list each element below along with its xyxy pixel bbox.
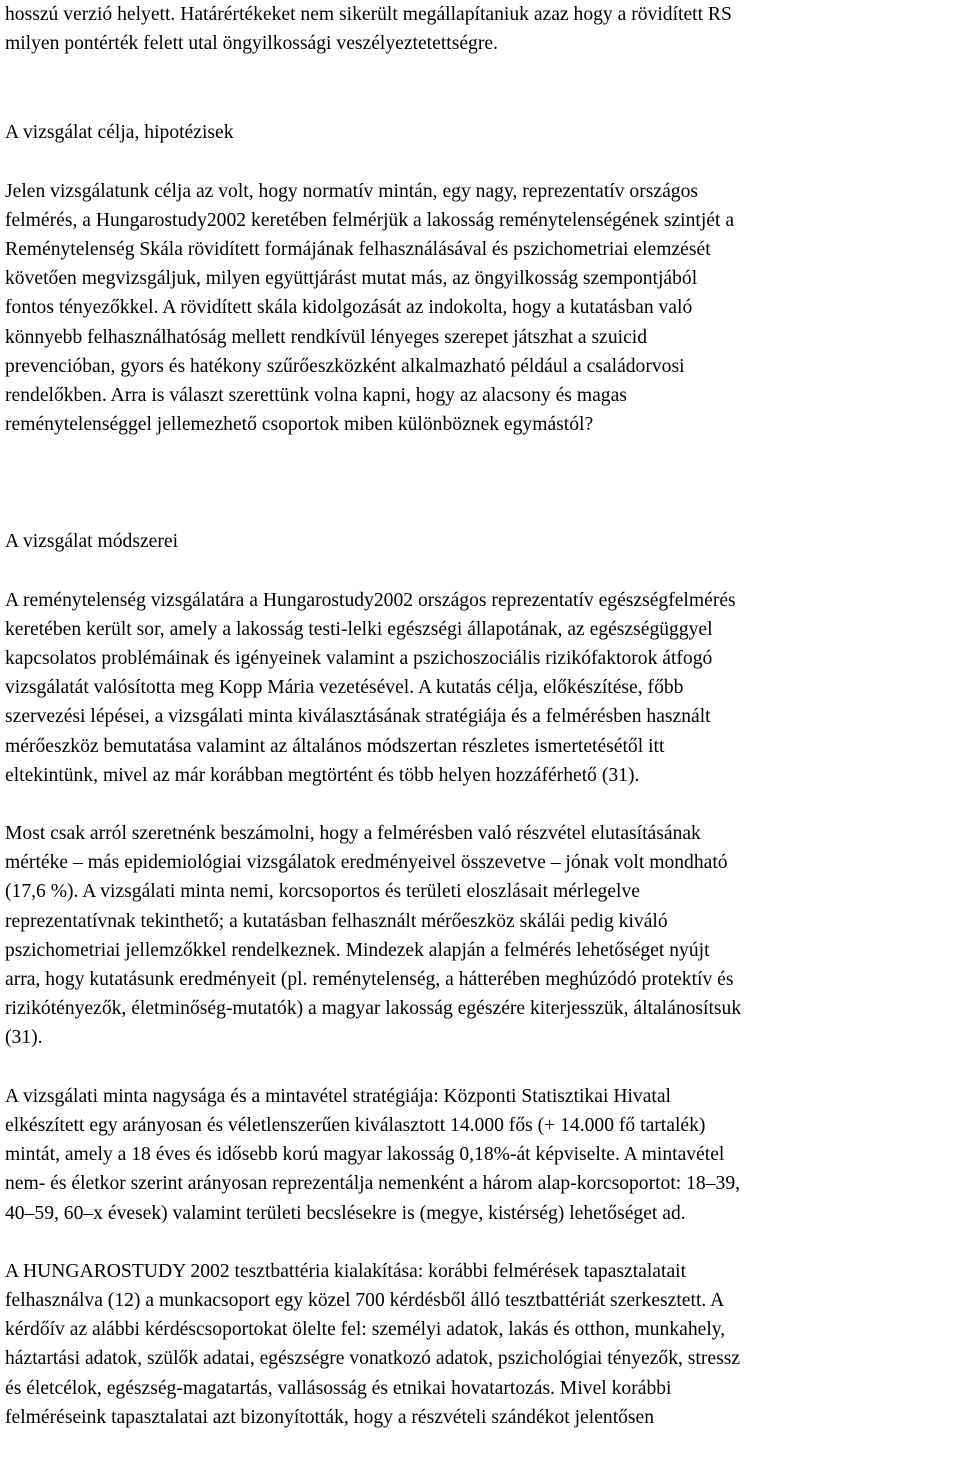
text-line: kérdőív az alábbi kérdéscsoportokat ölelte fel: személyi adatok, lakás és otthon, munkahely, xyxy=(5,1319,726,1341)
text-line: fontos tényezőkkel. A rövidített skála kidolgozását az indokolta, hogy a kutatásban való xyxy=(5,297,693,319)
text-line: eltekintünk, mivel az már korábban megtörtént és több helyen hozzáférhető (31). xyxy=(5,764,640,786)
spacer xyxy=(5,58,957,118)
spacer xyxy=(5,557,957,586)
text-line: felhasználva (12) a munkacsoport egy közel 700 kérdésből álló tesztbattériát szerkesztett. A xyxy=(5,1289,725,1311)
text-line: prevencióban, gyors és hatékony szűrőeszközként alkalmazható például a családorvosi xyxy=(5,355,685,377)
text-line: (17,6 %). A vizsgálati minta nemi, korcsoportos és területi eloszlásait mérlegelve xyxy=(5,881,640,903)
text-line: reménytelenséggel jellemezhető csoportok miben különböznek egymástól? xyxy=(5,414,594,436)
text-line: reprezentatívnak tekinthető; a kutatásban felhasznált mérőeszköz skálái pedig kiváló xyxy=(5,910,668,932)
spacer xyxy=(5,790,957,819)
text-line: 40–59, 60–x évesek) valamint területi becslésekre is (megye, kistérség) lehetőséget ad. xyxy=(5,1202,686,1224)
text-line: hosszú verzió helyett. Határértékeket nem sikerült megállapítaniuk azaz hogy a rövidített RS xyxy=(5,4,732,25)
text-line: rizikótényezők, életminőség-mutatók) a magyar lakosság egészére kiterjesszük, általánosítsuk xyxy=(5,998,742,1020)
methods-paragraph xyxy=(5,586,957,790)
text-line: követően megvizsgáljuk, milyen együttjárást mutat más, az öngyilkosság szempontjából xyxy=(5,268,698,290)
section-heading-aims: A vizsgálat célja, hipotézisek xyxy=(5,122,234,144)
text-line: háztartási adatok, szülők adatai, egészségre vonatkozó adatok, pszichológiai tényezők, stressz xyxy=(5,1348,741,1370)
text-line: pszichometriai jellemzőkkel rendelkeznek. Mindezek alapján a felmérés lehetőséget nyújt xyxy=(5,939,710,961)
text-line: Most csak arról szeretnénk beszámolni, hogy a felmérésben való részvétel elutasításának xyxy=(5,823,701,845)
text-line: nem- és életkor szerint arányosan reprezentálja nemenként a három alap-korcsoportot: 18–39, xyxy=(5,1173,741,1195)
text-line: rendelőkben. Arra is választ szerettünk volna kapni, hogy az alacsony és magas xyxy=(5,385,627,407)
text-line: vizsgálatát valósította meg Kopp Mária vezetésével. A kutatás célja, előkészítése, főbb xyxy=(5,677,684,699)
sample-paragraph xyxy=(5,1082,957,1228)
text-line: arra, hogy kutatásunk eredményeit (pl. reménytelenség, a hátterében meghúzódó protektív és xyxy=(5,969,734,991)
text-line: felmérés, a Hungarostudy2002 keretében felmérjük a lakosság reménytelenségének szintjét a xyxy=(5,209,735,231)
text-line: Jelen vizsgálatunk célja az volt, hogy normatív mintán, egy nagy, reprezentatív országos xyxy=(5,180,698,202)
text-line: könnyebb felhasználhatóság mellett rendkívül lényeges szerepet játszhat a szuicid xyxy=(5,326,648,348)
text-line: Reménytelenség Skála rövidített formájának felhasználásával és pszichometriai elemzését xyxy=(5,239,711,261)
text-line: milyen pontérték felett utal öngyilkossági veszélyeztetettségre. xyxy=(5,33,498,55)
text-line: felméréseink tapasztalatai azt bizonyították, hogy a részvételi szándékot jelentősen xyxy=(5,1406,655,1428)
aims-paragraph xyxy=(5,177,957,440)
text-line: és életcélok, egészség-magatartás, vallásosság és etnikai hovatartozás. Mivel korábbi xyxy=(5,1377,672,1399)
text-line: keretében került sor, amely a lakosság testi-lelki egészségi állapotának, az egészségüggyel xyxy=(5,618,713,640)
text-line: A HUNGAROSTUDY 2002 tesztbattéria kialakítása: korábbi felmérések tapasztalatait xyxy=(5,1260,687,1282)
spacer xyxy=(5,439,957,527)
text-line: elkészített egy arányosan és véletlenszerűen kiválasztott 14.000 fős (+ 14.000 fő tartalék) xyxy=(5,1114,706,1136)
text-line: mintát, amely a 18 éves és idősebb korú magyar lakosság 0,18%-át képviselte. A mintavétel xyxy=(5,1144,725,1166)
text-line: szervezési lépései, a vizsgálati minta kiválasztásának stratégiája és a felmérésben használt xyxy=(5,706,711,728)
participation-paragraph xyxy=(5,819,957,1053)
spacer xyxy=(5,148,957,177)
text-line: A vizsgálati minta nagysága és a mintavétel stratégiája: Központi Statisztikai Hivatal xyxy=(5,1085,671,1107)
text-line: kapcsolatos problémáinak és igényeinek valamint a pszichoszociális rizikófaktorok átfogó xyxy=(5,648,713,670)
text-line: (31). xyxy=(5,1027,43,1049)
text-line: A reménytelenség vizsgálatára a Hungarostudy2002 országos reprezentatív egészségfelmérés xyxy=(5,589,736,611)
spacer xyxy=(5,1053,957,1082)
text-line: mértéke – más epidemiológiai vizsgálatok eredményeivel összevetve – jónak volt mondható xyxy=(5,852,728,874)
text-line: mérőeszköz bemutatása valamint az általános módszertan részletes ismertetésétől itt xyxy=(5,735,665,757)
section-heading-methods: A vizsgálat módszerei xyxy=(5,531,179,553)
intro-paragraph xyxy=(5,0,957,58)
test-battery-paragraph xyxy=(5,1257,957,1432)
spacer xyxy=(5,1228,957,1257)
